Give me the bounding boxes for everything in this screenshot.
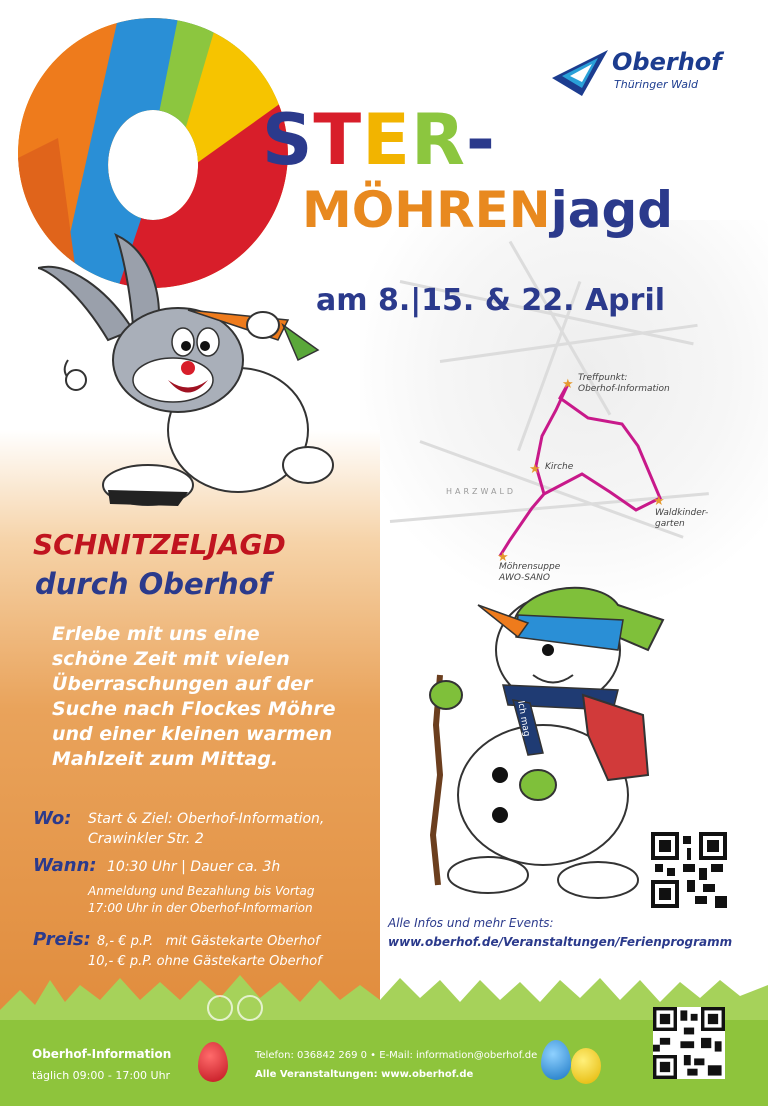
bunny-illustration: [38, 230, 358, 520]
title-letter-e: E: [362, 99, 411, 181]
subtitle-durch-oberhof: durch Oberhof: [35, 567, 272, 601]
star-icon: ★: [562, 377, 574, 392]
qr-code-events: [651, 832, 727, 908]
logo-sub: Thüringer Wald: [614, 78, 699, 91]
title-letter-t: T: [313, 99, 363, 181]
title-letter-r: R: [411, 99, 466, 181]
qr-code-graphic: [653, 1007, 725, 1079]
star-icon: ★: [653, 494, 665, 509]
snowman-illustration: [418, 575, 688, 915]
stop-kindergarten: [653, 490, 709, 529]
star-icon: ★: [497, 550, 509, 565]
subtitle-schnitzeljagd: SCHNITZELJAGD: [33, 528, 286, 561]
footer-contact: Telefon: 036842 269 0 • E-Mail: information@oberhof.de: [255, 1050, 538, 1061]
scarf-text: Ich mag: [515, 700, 532, 738]
title-letter-s: S: [262, 99, 314, 181]
wann-note-1: Anmeldung und Bezahlung bis Vortag: [88, 884, 315, 898]
logo-name: Oberhof: [612, 48, 722, 76]
stop-meeting: [562, 373, 670, 394]
footer-events-label: Alle Veranstaltungen:: [255, 1069, 378, 1080]
preis-value-1: 8,- € p.P. mit Gästekarte Oberhof: [97, 934, 320, 949]
more-info-label: Alle Infos und mehr Events:: [388, 916, 554, 930]
blue-egg-icon: [541, 1040, 571, 1080]
qr-code-graphic: [651, 832, 727, 908]
description-block: [52, 622, 362, 772]
stop-kindergarten-label: Waldkinder- garten: [655, 508, 709, 529]
title-dash: -: [465, 99, 496, 181]
title-moehren: MÖHREN: [302, 181, 551, 239]
red-egg-icon: [198, 1042, 228, 1082]
title-jagd: jagd: [550, 181, 674, 239]
description-line: Überraschungen auf der: [52, 673, 313, 695]
wann-note-2: 17:00 Uhr in der Oberhof-Informarion: [88, 901, 313, 915]
description-line: Suche nach Flockes Möhre: [52, 698, 336, 720]
more-info-url[interactable]: www.oberhof.de/Veranstaltungen/Ferienprogramm: [388, 935, 733, 949]
preis-label: Preis:: [33, 929, 91, 950]
stop-church-label: Kirche: [545, 462, 574, 472]
wann-label: Wann:: [33, 855, 97, 876]
star-icon: ★: [529, 462, 541, 477]
footer-hours: täglich 09:00 - 17:00 Uhr: [32, 1069, 171, 1082]
footer-events: [255, 1069, 473, 1080]
event-dates: am 8.|15. & 22. April: [316, 283, 666, 318]
wann-value: 10:30 Uhr | Dauer ca. 3h: [107, 859, 281, 875]
qr-code-website: [653, 1007, 725, 1079]
wo-value-2: Crawinkler Str. 2: [88, 831, 204, 847]
map-area-label: HARZWALD: [446, 487, 517, 496]
wo-label: Wo:: [33, 808, 72, 829]
stop-soup: [497, 546, 561, 583]
preis-value-2: 10,- € p.P. ohne Gästekarte Oberhof: [88, 954, 322, 969]
description-line: Erlebe mit uns eine: [52, 623, 260, 645]
stop-soup-label: Möhrensuppe AWO-SANO: [499, 562, 561, 583]
wo-value-1: Start & Ziel: Oberhof-Information,: [88, 811, 325, 827]
footer-events-url[interactable]: www.oberhof.de: [381, 1069, 474, 1080]
oberhof-logo: [552, 46, 742, 102]
logo-icon: [552, 50, 608, 96]
description-line: Mahlzeit zum Mittag.: [52, 748, 279, 770]
description-line: schöne Zeit mit vielen: [52, 648, 290, 670]
description-line: und einer kleinen warmen: [52, 723, 333, 745]
stop-meeting-label: Treffpunkt: Oberhof-Information: [578, 373, 670, 394]
stop-church: [529, 458, 574, 477]
title-line1: [262, 100, 496, 180]
yellow-egg-icon: [571, 1048, 601, 1084]
footer-office: Oberhof-Information: [32, 1047, 172, 1061]
